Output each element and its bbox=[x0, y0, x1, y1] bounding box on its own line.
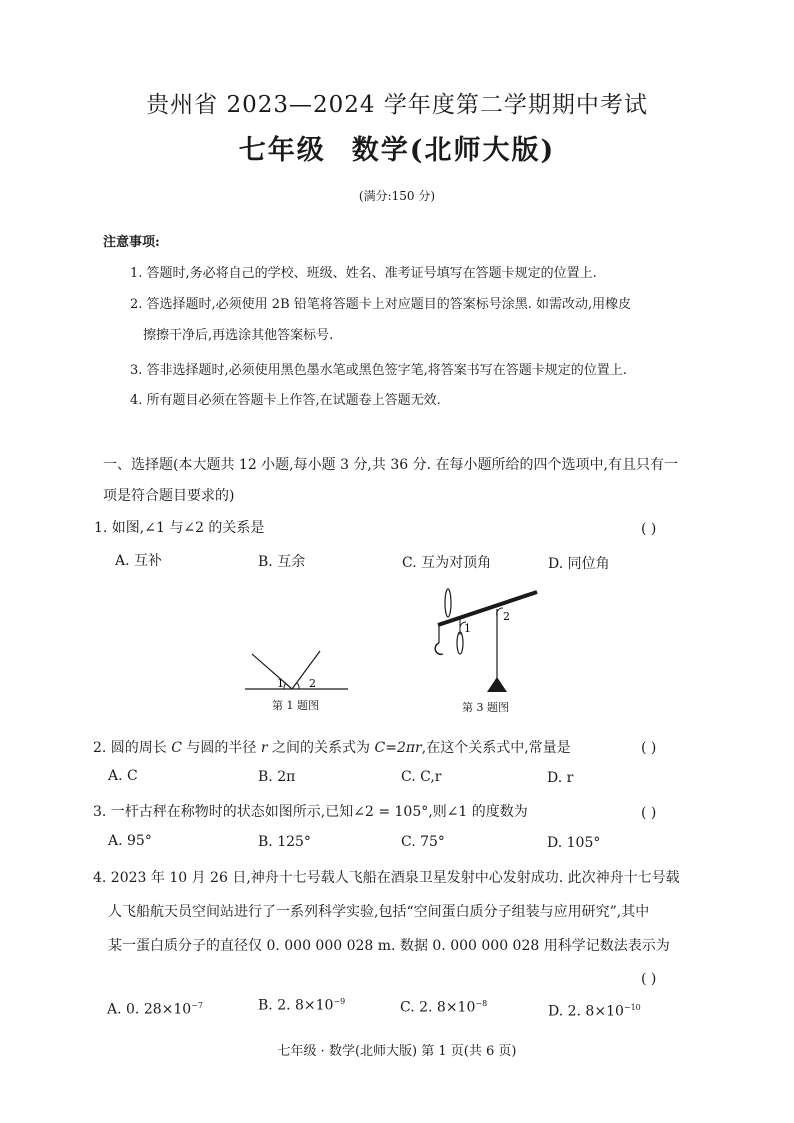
fig3-label-1: 1 bbox=[464, 622, 471, 635]
q2-stem: 2. 圆的周长 C 与圆的半径 r 之间的关系式为 C=2πr,在这个关系式中,常量是 bbox=[93, 740, 571, 756]
q1-option-d: D. 同位角 bbox=[548, 556, 610, 572]
q2-option-b: B. 2π bbox=[258, 769, 296, 785]
section-heading-cont: 项是符合题目要求的) bbox=[103, 488, 235, 504]
q4-option-b: B. 2. $8\times 10^{-9}$ bbox=[258, 997, 346, 1014]
q3-option-b: B. 125° bbox=[258, 834, 311, 850]
q2-option-c: C. C,r bbox=[401, 769, 442, 785]
fig1-label-1: 1 bbox=[277, 677, 284, 690]
q2-answer-paren: ( ) bbox=[641, 740, 657, 756]
q3-stem: 3. 一杆古秤在称物时的状态如图所示,已知∠2 = 105°,则∠1 的度数为 bbox=[93, 804, 528, 820]
q1-option-c: C. 互为对顶角 bbox=[402, 555, 492, 571]
notes-heading: 注意事项: bbox=[103, 235, 160, 250]
q4-option-a: A. 0. $28\times 10^{-7}$ bbox=[107, 1001, 203, 1018]
q1-option-b: B. 互余 bbox=[258, 554, 306, 570]
q4-option-c: C. 2. $8\times 10^{-8}$ bbox=[400, 999, 488, 1016]
q4-stem-line-1: 4. 2023 年 10 月 26 日,神舟十七号载人飞船在酒泉卫星发射中心发射成功. 此次神舟十七号载 bbox=[93, 870, 680, 886]
note-item-2-cont: 擦擦干净后,再选涂其他答案标号. bbox=[143, 328, 334, 343]
q2-option-d: D. r bbox=[547, 770, 574, 786]
note-item-1: 1. 答题时,务必将自己的学校、班级、姓名、准考证号填写在答题卡规定的位置上. bbox=[130, 266, 597, 281]
q1-answer-paren: ( ) bbox=[641, 521, 657, 537]
figure-3-caption: 第 3 题图 bbox=[462, 701, 509, 714]
q4-stem-line-2: 人飞船航天员空间站进行了一系列科学实验,包括“空间蛋白质分子组装与应用研究”,其中 bbox=[108, 904, 650, 920]
subject-label: 数学(北师大版) bbox=[351, 135, 556, 166]
fig1-label-2: 2 bbox=[309, 677, 316, 690]
q3-option-c: C. 75° bbox=[401, 834, 445, 850]
q3-option-a: A. 95° bbox=[108, 833, 152, 849]
q3-option-d: D. 105° bbox=[547, 835, 601, 851]
q4-option-d: D. 2. $8\times 10^{-10}$ bbox=[548, 1003, 641, 1020]
note-item-4: 4. 所有题目必须在答题卡上作答,在试题卷上答题无效. bbox=[130, 393, 441, 408]
fig3-label-2: 2 bbox=[503, 610, 510, 623]
note-item-3: 3. 答非选择题时,必须使用黑色墨水笔或黑色签字笔,将答案书写在答题卡规定的位置上. bbox=[130, 363, 627, 378]
note-item-2: 2. 答选择题时,必须使用 2B 铅笔将答题卡上对应题目的答案标号涂黑. 如需改动,用橡皮 bbox=[130, 297, 632, 312]
full-score: (满分:150 分) bbox=[358, 189, 436, 203]
section-heading: 一、选择题(本大题共 12 小题,每小题 3 分,共 36 分. 在每小题所给的四个选项中,有且只有一 bbox=[103, 457, 678, 473]
exam-subtitle bbox=[0, 128, 794, 167]
grade-label: 七年级 bbox=[238, 135, 326, 166]
figure-1 bbox=[240, 645, 355, 695]
q3-answer-paren: ( ) bbox=[641, 805, 657, 821]
q4-stem-line-3: 某一蛋白质分子的直径仅 0. 000 000 028 m. 数据 0. 000 000 028 用科学记数法表示为 bbox=[108, 938, 670, 954]
exam-title: 贵州省 2023—2024 学年度第二学期期中考试 bbox=[146, 92, 648, 118]
figure-1-caption: 第 1 题图 bbox=[272, 699, 319, 712]
q1-option-a: A. 互补 bbox=[115, 553, 163, 569]
figure-3-steelyard bbox=[425, 583, 550, 695]
page-footer: 七年级 · 数学(北师大版) 第 1 页(共 6 页) bbox=[277, 1044, 517, 1059]
q2-option-a: A. C bbox=[108, 768, 138, 784]
q4-answer-paren: ( ) bbox=[641, 971, 657, 987]
q1-stem: 1. 如图,∠1 与∠2 的关系是 bbox=[94, 520, 265, 536]
